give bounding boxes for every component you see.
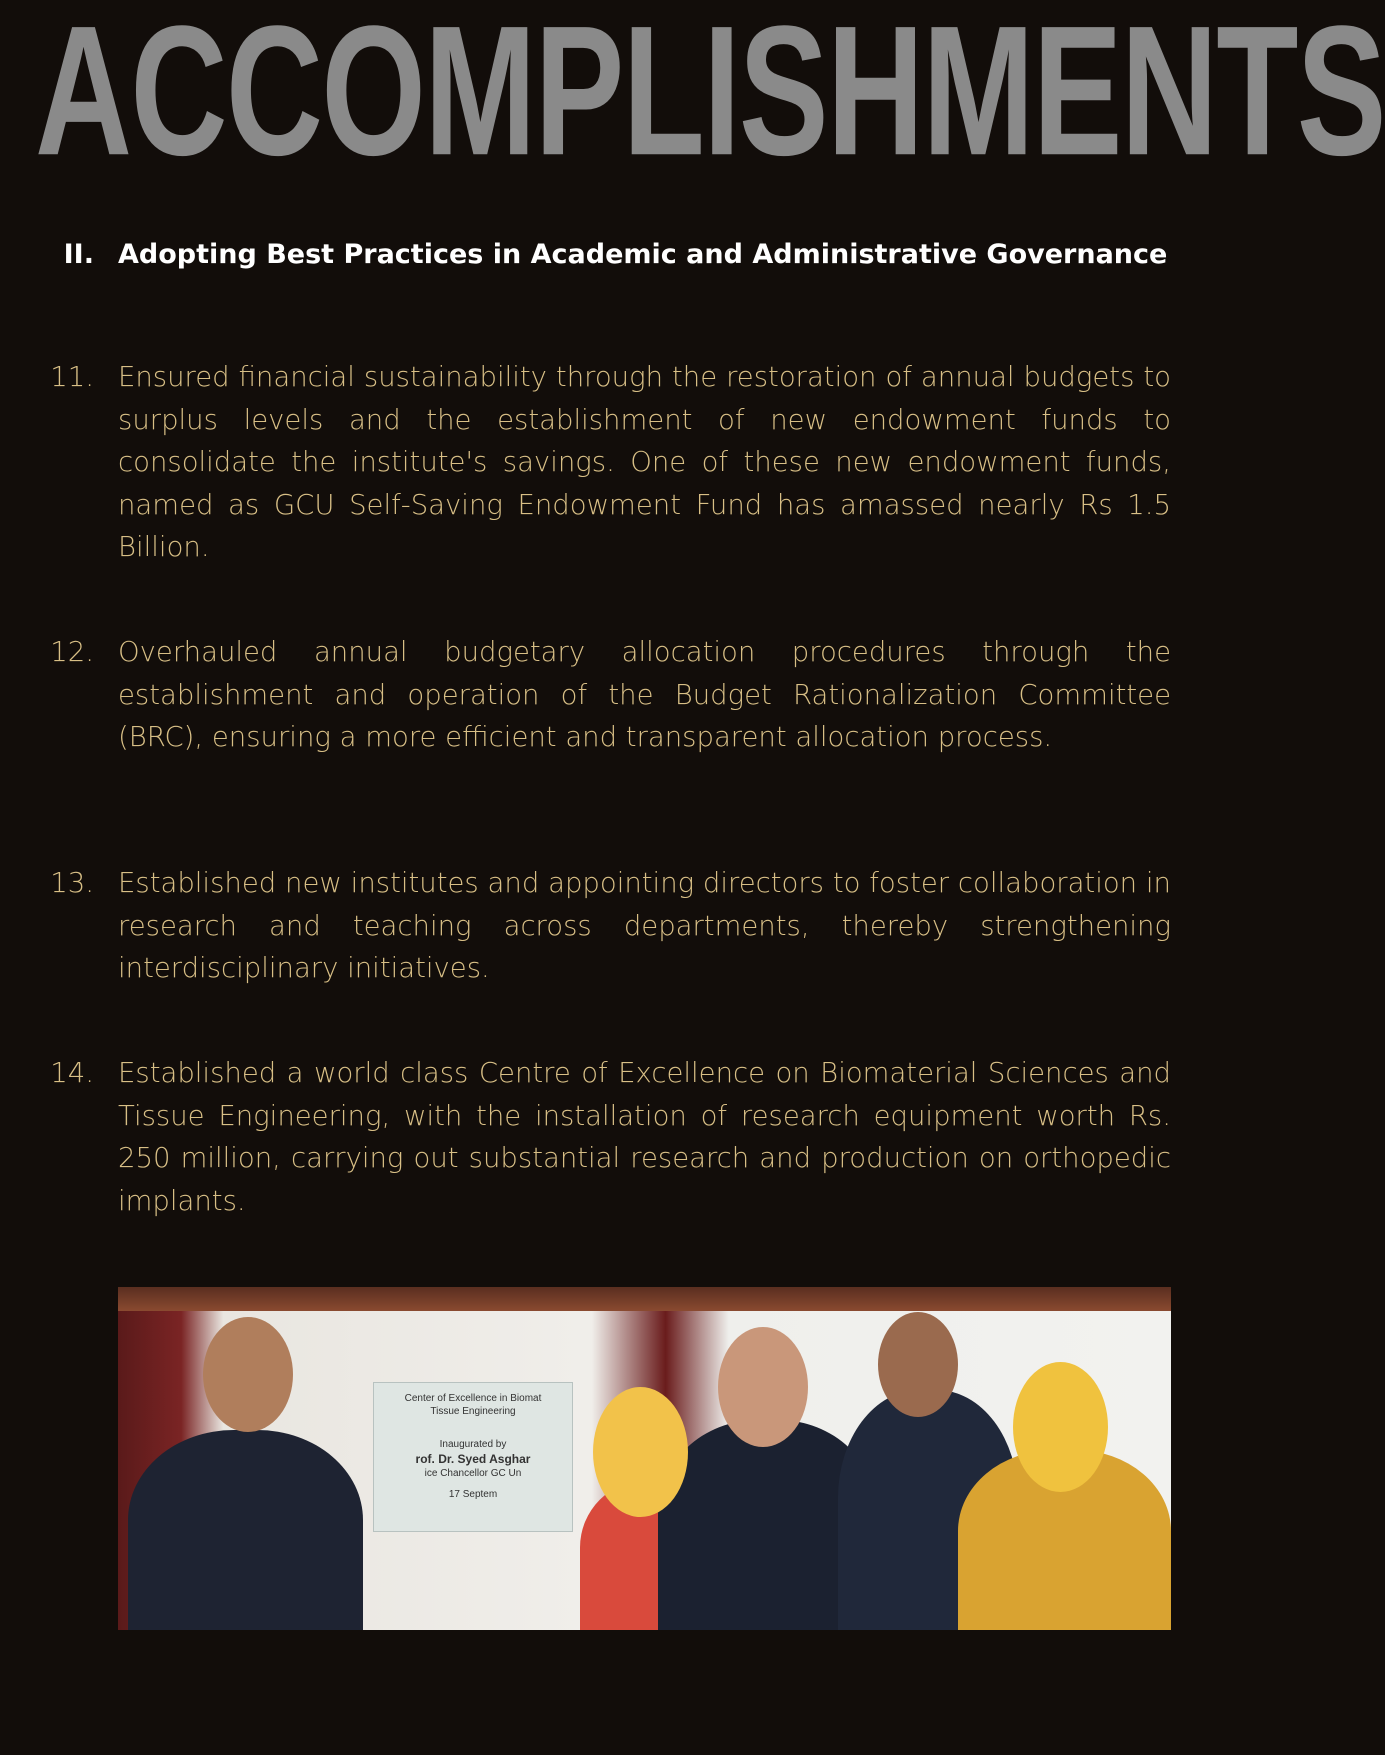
page-title: ACCOMPLISHMENTS bbox=[35, 0, 1385, 194]
item-number: 13. bbox=[50, 867, 94, 899]
photo-face bbox=[593, 1387, 688, 1517]
item-text: Established a world class Centre of Excellence on Biomaterial Sciences and Tissue Engineering, with the installation of research equipment worth Rs. 250 million, carrying out substantial research and production on orthopedic implants. bbox=[118, 1057, 1171, 1217]
photo-face bbox=[203, 1317, 293, 1432]
inauguration-photo bbox=[118, 1287, 1171, 1630]
section-number: II. bbox=[63, 239, 94, 270]
item-text: Ensured financial sustainability through the restoration of annual budgets to surplus levels and the establishment of new endowment funds to consolidate the institute's savings. One of these new endowment funds, named as GCU Self-Saving Endowment Fund has amassed nearly Rs 1.5 Billion. bbox=[118, 361, 1171, 563]
item-number: 12. bbox=[50, 636, 94, 668]
item-number: 14. bbox=[50, 1057, 94, 1089]
photo-plaque: Center of Excellence in Biomat Tissue Engineering Inaugurated by rof. Dr. Syed Asghar ice Chancellor GC Un 17 Septem bbox=[373, 1382, 573, 1532]
item-text: Overhauled annual budgetary allocation procedures through the establishment and operation of the Budget Rationalization Committee (BRC), ensuring a more efficient and transparent allocation process. bbox=[118, 636, 1171, 753]
photo-face bbox=[1013, 1362, 1108, 1492]
photo-face bbox=[878, 1312, 958, 1417]
photo-face bbox=[718, 1327, 808, 1447]
photo-person bbox=[128, 1430, 363, 1630]
item-number: 11. bbox=[50, 361, 94, 393]
section-heading-text: Adopting Best Practices in Academic and Administrative Governance bbox=[118, 239, 1168, 270]
item-text: Established new institutes and appointing directors to foster collaboration in research and teaching across departments, thereby strengthening interdisciplinary initiatives. bbox=[118, 867, 1171, 984]
photo-curtain bbox=[118, 1287, 1171, 1311]
